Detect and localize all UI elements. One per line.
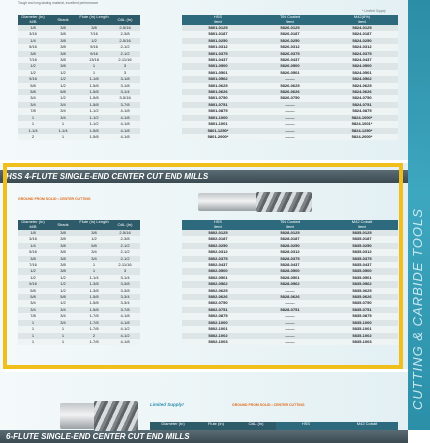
cell-tin: -------	[254, 313, 326, 319]
cell-diameter: 7/8	[18, 313, 48, 319]
cell-oal: 4-1/8	[110, 339, 140, 345]
cell-tin: -------	[254, 320, 326, 326]
cell-diameter: 3/4	[18, 307, 48, 313]
cell-m42: 5824-0375	[326, 51, 398, 57]
cell-hss: 5802-1003	[182, 339, 254, 345]
cell-tin: 5828-0250	[254, 243, 326, 249]
bottom-col-oal: OAL (In)	[236, 422, 276, 430]
cell-flute: 1/2	[78, 38, 110, 44]
cell-oal: 4-1/8	[110, 128, 140, 134]
col-m42: M42(8%) Item#	[326, 15, 398, 25]
cell-tin: 5826-0437	[254, 57, 326, 63]
cell-hss: 5802-0625	[182, 288, 254, 294]
cell-shank: 3/8	[48, 38, 78, 44]
col-flute: Flute (In) Length	[78, 15, 110, 25]
cell-oal: 3-3/4	[110, 294, 140, 300]
cell-oal: 2-1/2	[110, 51, 140, 57]
cell-diameter: 1	[18, 320, 48, 326]
cell-hss: 5802-0437	[182, 262, 254, 268]
cell-oal: 4-1/2	[110, 333, 140, 339]
cell-flute: 1-1/4	[78, 275, 110, 281]
cell-m42: 5835-1001	[326, 326, 398, 332]
cell-diameter: 1-1/4	[18, 128, 48, 134]
cell-shank: 3/4	[48, 320, 78, 326]
cell-diameter: 1/4	[18, 243, 48, 249]
cell-diameter: 3/4	[18, 300, 48, 306]
cell-shank: 1/2	[48, 83, 78, 89]
cell-shank: 3/8	[48, 243, 78, 249]
col-tin: TiN Coated Item#	[254, 15, 326, 25]
mid-tagline: GROUND FROM SOLID • CENTER CUTTING	[18, 197, 91, 201]
cell-flute: 1-7/8	[78, 326, 110, 332]
cell-m42: 5835-0500	[326, 268, 398, 274]
cell-flute: 7/16	[78, 31, 110, 37]
cell-m42: 5835-0501	[326, 275, 398, 281]
mid-col-oal: OAL (In)	[110, 220, 140, 230]
cell-flute: 1-5/8	[78, 89, 110, 95]
end-mill-6flute-flutes	[94, 401, 138, 431]
cell-m42: 5835-0626	[326, 294, 398, 300]
cell-oal: 3	[110, 268, 140, 274]
cell-tin: 5826-0187	[254, 31, 326, 37]
cell-hss: 5801-1001	[182, 121, 254, 127]
cell-shank: 3/4	[48, 313, 78, 319]
cell-hss: 5802-0500	[182, 268, 254, 274]
cell-diameter: 1/2	[18, 275, 48, 281]
cell-oal: 2-3/8	[110, 31, 140, 37]
cell-shank: 3/4	[48, 115, 78, 121]
top-limited-note: * Limited Supply	[362, 9, 386, 13]
cell-tin: -------	[254, 339, 326, 345]
cell-m42: 5835-0187	[326, 236, 398, 242]
cell-diameter: 1	[18, 121, 48, 127]
cell-m42: 5835-0312	[326, 249, 398, 255]
cell-hss: 5802-0751	[182, 307, 254, 313]
cell-tin: -------	[254, 108, 326, 114]
cell-oal: 4-1/2	[110, 326, 140, 332]
cell-tin: -------	[254, 333, 326, 339]
top-tagline: Tough and long-lasting material, excellent performance	[18, 1, 99, 5]
bottom-column-headers	[150, 422, 398, 430]
cell-oal: 3-7/8	[110, 307, 140, 313]
cell-flute: 3/8	[78, 25, 110, 31]
cell-hss: 5802-1000	[182, 320, 254, 326]
cell-m42: 5824-0626	[326, 89, 398, 95]
cell-tin: -------	[254, 102, 326, 108]
cell-diameter: 1/2	[18, 268, 48, 274]
cell-m42: 5835-0125	[326, 230, 398, 236]
cell-flute: 3/4	[78, 256, 110, 262]
cell-m42: 5824-0500	[326, 63, 398, 69]
cell-shank: 3/8	[48, 63, 78, 69]
cell-flute: 3/4	[78, 249, 110, 255]
cell-oal: 3-1/4	[110, 89, 140, 95]
cell-tin: 5826-0501	[254, 70, 326, 76]
cell-tin: -------	[254, 326, 326, 332]
cell-flute: 3/8	[78, 230, 110, 236]
end-mill-6flute-shank	[60, 403, 96, 429]
cell-diameter: 7/16	[18, 262, 48, 268]
cell-hss: 5802-0250	[182, 243, 254, 249]
cell-diameter: 7/8	[18, 108, 48, 114]
cell-shank: 3/4	[48, 108, 78, 114]
cell-shank: 3/8	[48, 31, 78, 37]
cell-flute: 1-5/8	[78, 294, 110, 300]
highlight-frame	[3, 163, 403, 369]
cell-shank: 1	[48, 333, 78, 339]
cell-hss: 5801-0187	[182, 31, 254, 37]
cell-m42: 5824-0625	[326, 83, 398, 89]
cell-oal: 3-3/4	[110, 300, 140, 306]
cell-tin: 5828-0187	[254, 236, 326, 242]
cell-m42: 5835-0750	[326, 300, 398, 306]
cell-hss: 5802-0562	[182, 281, 254, 287]
cell-m42: 5835-0751	[326, 307, 398, 313]
top-column-headers	[18, 15, 398, 25]
rail-text: CUTTING & CARBIDE TOOLS	[410, 208, 425, 410]
cell-m42: 5835-0562	[326, 281, 398, 287]
cell-oal: 2-1/2	[110, 44, 140, 50]
cell-diameter: 1	[18, 339, 48, 345]
cell-oal: 3	[110, 70, 140, 76]
cell-flute: 1-5/8	[78, 95, 110, 101]
cell-flute: 1	[78, 70, 110, 76]
cell-tin: 5826-0500	[254, 63, 326, 69]
cell-shank: 3/8	[48, 268, 78, 274]
cell-oal: 2-11/16	[110, 57, 140, 63]
mid-col-m42: M42 Cobalt Item#	[326, 220, 398, 230]
cell-hss: 5801-0500	[182, 63, 254, 69]
cell-oal: 2-11/16	[110, 262, 140, 268]
cell-shank: 1	[48, 326, 78, 332]
cell-m42: 5824-1250*	[326, 128, 398, 134]
cell-shank: 1	[48, 134, 78, 140]
cell-tin: 5826-0125	[254, 25, 326, 31]
cell-hss: 5801-0125	[182, 25, 254, 31]
cell-diameter: 3/16	[18, 31, 48, 37]
mid-title-bar: HSS 4-FLUTE SINGLE-END CENTER CUT END MILLS	[0, 170, 408, 183]
cell-diameter: 5/16	[18, 249, 48, 255]
cell-diameter: 5/8	[18, 288, 48, 294]
cell-diameter: 3/4	[18, 102, 48, 108]
cell-hss: 5801-0250	[182, 38, 254, 44]
cell-m42: 5824-0312	[326, 44, 398, 50]
cell-hss: 5802-0125	[182, 230, 254, 236]
cell-flute: 1-5/8	[78, 102, 110, 108]
cell-m42: 5835-0875	[326, 313, 398, 319]
cell-tin: 5828-0375	[254, 256, 326, 262]
cell-flute: 1-5/8	[78, 307, 110, 313]
cell-oal: 3-1/4	[110, 275, 140, 281]
cell-oal: 2-5/16	[110, 38, 140, 44]
cell-spacer	[140, 134, 182, 140]
cell-diameter: 7/16	[18, 57, 48, 63]
cell-oal: 2-1/2	[110, 243, 140, 249]
cell-shank: 3/8	[48, 236, 78, 242]
cell-shank: 3/8	[48, 57, 78, 63]
cell-diameter: 1/4	[18, 38, 48, 44]
cell-diameter: 1	[18, 326, 48, 332]
cell-m42: 5824-0501	[326, 70, 398, 76]
cell-oal: 2-5/16	[110, 25, 140, 31]
bottom-col-hss: HSS	[276, 422, 336, 430]
cell-m42: 5824-0562	[326, 76, 398, 82]
cell-shank: 1/2	[48, 76, 78, 82]
cell-hss: 5801-0750	[182, 95, 254, 101]
bottom-col-diameter: Diameter (In)	[150, 422, 196, 430]
cell-m42: 5835-1002	[326, 333, 398, 339]
cell-flute: 1	[78, 63, 110, 69]
cell-flute: 1-7/8	[78, 339, 110, 345]
bottom-section	[0, 372, 408, 441]
cell-diameter: 3/4	[18, 95, 48, 101]
cell-shank: 1/2	[48, 288, 78, 294]
cell-shank: 1-1/4	[48, 128, 78, 134]
cell-tin: 5826-0626	[254, 89, 326, 95]
cell-hss: 5801-0625	[182, 83, 254, 89]
cell-tin: 5826-0375	[254, 51, 326, 57]
mid-col-flute: Flute (In) Length	[78, 220, 110, 230]
cell-hss: 5801-0875	[182, 108, 254, 114]
cell-hss: 5802-0187	[182, 236, 254, 242]
cell-m42: 5835-0250	[326, 243, 398, 249]
cell-flute: 1-1/2	[78, 121, 110, 127]
mid-col-diameter: Diameter (In) M/B	[18, 220, 48, 230]
cell-flute: 2	[78, 333, 110, 339]
cell-diameter: 1/2	[18, 70, 48, 76]
cell-shank: 1	[48, 121, 78, 127]
side-rail	[408, 0, 430, 430]
cell-shank: 3/8	[48, 230, 78, 236]
top-spec-table	[18, 25, 398, 140]
cell-oal: 3-1/8	[110, 76, 140, 82]
cell-hss: 5801-0312	[182, 44, 254, 50]
cell-tin: 5828-0751	[254, 307, 326, 313]
mid-col-tin: TiN Coated Item#	[254, 220, 326, 230]
cell-hss: 5801-0501	[182, 70, 254, 76]
cell-flute: 1-3/8	[78, 288, 110, 294]
cell-hss: 5802-0626	[182, 294, 254, 300]
cell-flute: 1/2	[78, 236, 110, 242]
cell-oal: 4-1/8	[110, 121, 140, 127]
cell-tin: 5826-0250	[254, 38, 326, 44]
cell-diameter: 9/16	[18, 281, 48, 287]
cell-m42: 5824-2000*	[326, 134, 398, 140]
cell-oal: 4-1/8	[110, 115, 140, 121]
cell-shank: 3/4	[48, 307, 78, 313]
cell-m42: 5835-0625	[326, 288, 398, 294]
cell-tin: 5826-0750	[254, 95, 326, 101]
cell-flute: 5/8	[78, 243, 110, 249]
cell-hss: 5802-1001	[182, 326, 254, 332]
cell-shank: 1/2	[48, 95, 78, 101]
cell-flute: 9/16	[78, 51, 110, 57]
cell-m42: 5835-1000	[326, 320, 398, 326]
cell-hss: 5801-0751	[182, 102, 254, 108]
cell-oal: 2-5/16	[110, 230, 140, 236]
cell-tin: -------	[254, 134, 326, 140]
cell-oal: 3-3/8	[110, 288, 140, 294]
cell-m42: 5824-0875	[326, 108, 398, 114]
cell-oal: 3-3/8	[110, 281, 140, 287]
cell-m42: 5835-0375	[326, 256, 398, 262]
cell-flute: 1	[78, 262, 110, 268]
cell-diameter: 5/8	[18, 89, 48, 95]
cell-tin: 5828-0437	[254, 262, 326, 268]
col-shank: Shank	[48, 15, 78, 25]
cell-hss: 5802-0375	[182, 256, 254, 262]
cell-oal: 2-1/2	[110, 249, 140, 255]
cell-diameter: 1/8	[18, 25, 48, 31]
cell-tin: 5828-0501	[254, 275, 326, 281]
cell-oal: 3-1/8	[110, 83, 140, 89]
cell-hss: 5802-0750	[182, 300, 254, 306]
cell-diameter: 1/2	[18, 63, 48, 69]
cell-oal: 4-1/8	[110, 134, 140, 140]
cell-diameter: 5/8	[18, 83, 48, 89]
bottom-col-m42: M42 Cobalt	[336, 422, 398, 430]
cell-diameter: 3/8	[18, 51, 48, 57]
cell-oal: 4-1/8	[110, 313, 140, 319]
cell-hss: 5801-1000	[182, 115, 254, 121]
table-row	[18, 134, 398, 140]
cell-tin: 5828-0312	[254, 249, 326, 255]
cell-tin: 5828-0562	[254, 281, 326, 287]
cell-flute: 1-1/2	[78, 115, 110, 121]
bottom-limited: Limited Supply!	[150, 402, 184, 407]
cell-shank: 3/8	[48, 25, 78, 31]
cell-tin: -------	[254, 128, 326, 134]
cell-flute: 1-5/8	[78, 83, 110, 89]
cell-diameter: 5/16	[18, 44, 48, 50]
cell-m42: 5824-1001*	[326, 121, 398, 127]
cell-flute: 9/16	[78, 44, 110, 50]
bottom-title-bar: 6-FLUTE SINGLE-END CENTER CUT END MILLS	[0, 430, 408, 443]
cell-oal: 3	[110, 63, 140, 69]
cell-flute: 1-5/8	[78, 134, 110, 140]
cell-hss: 5801-1250*	[182, 128, 254, 134]
cell-diameter: 1/8	[18, 230, 48, 236]
cell-tin: 5828-0125	[254, 230, 326, 236]
cell-shank: 5/8	[48, 294, 78, 300]
cell-shank: 1/2	[48, 300, 78, 306]
cell-m42: 5824-0250	[326, 38, 398, 44]
cell-hss: 5801-0562	[182, 76, 254, 82]
cell-diameter: 1	[18, 333, 48, 339]
cell-tin: -------	[254, 300, 326, 306]
cell-diameter: 9/16	[18, 76, 48, 82]
cell-m42: 5824-0187	[326, 31, 398, 37]
cell-hss: 5801-0437	[182, 57, 254, 63]
cell-flute: 1-5/8	[78, 128, 110, 134]
bottom-tagline: GROUND FROM SOLID • CENTER CUTTING	[232, 403, 305, 407]
cell-tin: 5826-0625	[254, 83, 326, 89]
cell-flute: 1-1/8	[78, 76, 110, 82]
cell-flute: 1-3/8	[78, 281, 110, 287]
cell-m42: 5824-1000*	[326, 115, 398, 121]
cell-oal: 2-1/2	[110, 256, 140, 262]
top-section	[0, 0, 408, 160]
cell-m42: 5824-0125	[326, 25, 398, 31]
cell-flute: 1-7/8	[78, 320, 110, 326]
cell-oal: 4-1/8	[110, 320, 140, 326]
col-diameter: Diameter (In) M/B	[18, 15, 48, 25]
cell-hss: 5802-0501	[182, 275, 254, 281]
cell-tin: 5828-0626	[254, 294, 326, 300]
cell-diameter: 3/8	[18, 256, 48, 262]
cell-m42: 5824-0751	[326, 102, 398, 108]
cell-shank: 1/2	[48, 70, 78, 76]
cell-oal: 2-3/8	[110, 236, 140, 242]
cell-oal: 4-1/8	[110, 108, 140, 114]
cell-shank: 3/8	[48, 44, 78, 50]
cell-oal: 3-7/8	[110, 102, 140, 108]
cell-tin: -------	[254, 288, 326, 294]
cell-shank: 3/8	[48, 262, 78, 268]
cell-hss: 5802-0875	[182, 313, 254, 319]
cell-m42: 5824-0750	[326, 95, 398, 101]
cell-flute: 1-1/2	[78, 108, 110, 114]
cell-m42: 5835-1003	[326, 339, 398, 345]
cell-diameter: 1	[18, 115, 48, 121]
col-hss: HSS Item#	[182, 15, 254, 25]
cell-shank: 1/2	[48, 275, 78, 281]
cell-hss: 5801-2000*	[182, 134, 254, 140]
cell-tin: -------	[254, 115, 326, 121]
cell-shank: 1	[48, 339, 78, 345]
cell-shank: 1/2	[48, 281, 78, 287]
cell-diameter: 2	[18, 134, 48, 140]
cell-shank: 5/8	[48, 89, 78, 95]
cell-shank: 3/8	[48, 51, 78, 57]
cell-hss: 5801-0626	[182, 89, 254, 95]
cell-diameter: 3/16	[18, 236, 48, 242]
cell-hss: 5802-0312	[182, 249, 254, 255]
cell-tin: -------	[254, 121, 326, 127]
cell-flute: 1-7/8	[78, 313, 110, 319]
cell-shank: 3/8	[48, 256, 78, 262]
cell-flute: 1	[78, 268, 110, 274]
mid-col-hss: HSS Item#	[182, 220, 254, 230]
cell-tin: -------	[254, 76, 326, 82]
cell-oal: 3-5/16	[110, 95, 140, 101]
cell-flute: 13/16	[78, 57, 110, 63]
cell-flute: 1-5/8	[78, 300, 110, 306]
cell-diameter: 5/8	[18, 294, 48, 300]
cell-hss: 5801-0375	[182, 51, 254, 57]
bottom-col-flute: Flute (In)	[196, 422, 236, 430]
mid-col-shank: Shank	[48, 220, 78, 230]
cell-tin: 5826-0312	[254, 44, 326, 50]
cell-shank: 3/8	[48, 249, 78, 255]
cell-m42: 5835-0437	[326, 262, 398, 268]
cell-m42: 5824-0437	[326, 57, 398, 63]
cell-hss: 5802-1002	[182, 333, 254, 339]
cell-shank: 3/4	[48, 102, 78, 108]
cell-tin: 5828-0500	[254, 268, 326, 274]
col-oal: OAL (In)	[110, 15, 140, 25]
